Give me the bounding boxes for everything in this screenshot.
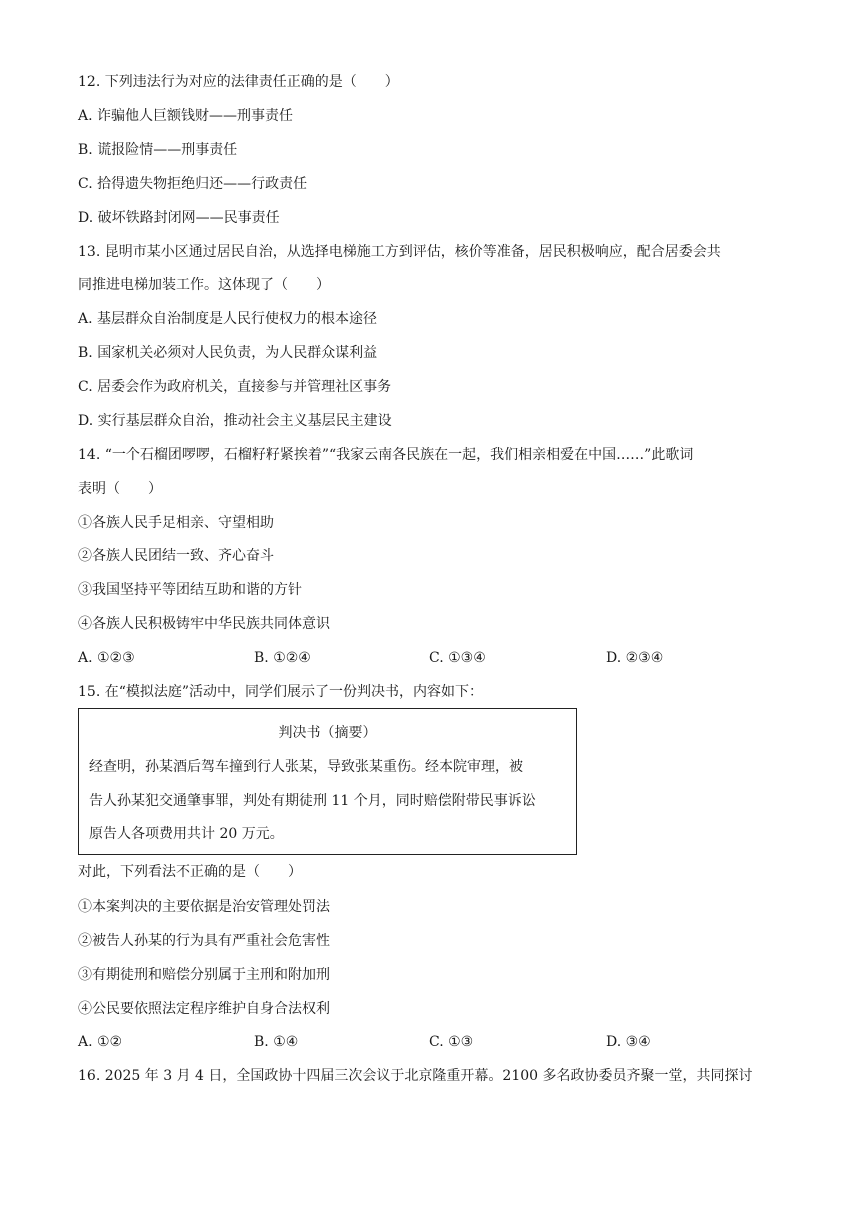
judgment-line-1: 经查明，孙某酒后驾车撞到行人张某，导致张某重伤。经本院审理，被 <box>89 759 523 775</box>
q14-choices <box>78 648 778 668</box>
q12-option-d: D. 破坏铁路封闭网——民事责任 <box>78 210 280 226</box>
q15-choice-a: A. ①② <box>78 1034 123 1050</box>
q14-choice-b: B. ①②④ <box>254 650 311 666</box>
q14-choice-d: D. ②③④ <box>606 650 664 666</box>
q12-option-a: A. 诈骗他人巨额钱财——刑事责任 <box>78 108 294 124</box>
q14-stem-line2: 表明（ ） <box>78 481 162 497</box>
q15-choices <box>78 1032 778 1052</box>
q14-statement-2: ②各族人民团结一致、齐心奋斗 <box>78 548 274 564</box>
q15-statement-2: ②被告人孙某的行为具有严重社会危害性 <box>78 933 330 949</box>
q15-choice-d: D. ③④ <box>606 1034 651 1050</box>
q15-stem: 15. 在“模拟法庭”活动中，同学们展示了一份判决书，内容如下： <box>78 684 484 700</box>
q15-choice-b: B. ①④ <box>254 1034 299 1050</box>
q15-statement-1: ①本案判决的主要依据是治安管理处罚法 <box>78 899 330 915</box>
q15-statement-3: ③有期徒刑和赔偿分别属于主刑和附加刑 <box>78 967 330 983</box>
q12-option-b: B. 谎报险情——刑事责任 <box>78 142 238 158</box>
judgment-line-3: 原告人各项费用共计 20 万元。 <box>89 826 284 842</box>
judgment-excerpt-box <box>78 708 577 855</box>
judgment-line-2: 告人孙某犯交通肇事罪，判处有期徒刑 11 个月，同时赔偿附带民事诉讼 <box>89 793 536 809</box>
q12-option-c: C. 拾得遗失物拒绝归还——行政责任 <box>78 176 308 192</box>
q12-stem: 12. 下列违法行为对应的法律责任正确的是（ ） <box>78 74 399 90</box>
q14-statement-1: ①各族人民手足相亲、守望相助 <box>78 515 274 531</box>
q14-statement-4: ④各族人民积极铸牢中华民族共同体意识 <box>78 616 330 632</box>
q13-option-b: B. 国家机关必须对人民负责，为人民群众谋利益 <box>78 345 378 361</box>
q15-choice-c: C. ①③ <box>429 1034 474 1050</box>
q13-option-d: D. 实行基层群众自治，推动社会主义基层民主建设 <box>78 413 392 429</box>
q14-stem-line1: 14. “一个石榴团啰啰，石榴籽籽紧挨着”“我家云南各民族在一起，我们相亲相爱在中国……”此歌词 <box>78 447 694 463</box>
q13-option-a: A. 基层群众自治制度是人民行使权力的根本途径 <box>78 311 378 327</box>
q15-statement-4: ④公民要依照法定程序维护自身合法权利 <box>78 1001 330 1017</box>
q13-stem-line2: 同推进电梯加装工作。这体现了（ ） <box>78 277 330 293</box>
q14-choice-c: C. ①③④ <box>429 650 486 666</box>
judgment-title: 判决书（摘要） <box>278 725 377 741</box>
q13-option-c: C. 居委会作为政府机关，直接参与并管理社区事务 <box>78 379 392 395</box>
q16-stem-line1: 16. 2025 年 3 月 4 日，全国政协十四届三次会议于北京隆重开幕。2100 多名政协委员齐聚一堂，共同探讨 <box>78 1068 753 1084</box>
q13-stem-line1: 13. 昆明市某小区通过居民自治，从选择电梯施工方到评估，核价等准备，居民积极响应，配合居委会共 <box>78 244 721 260</box>
q14-choice-a: A. ①②③ <box>78 650 135 666</box>
q15-follow-prompt: 对此，下列看法不正确的是（ ） <box>78 864 302 880</box>
q14-statement-3: ③我国坚持平等团结互助和谐的方针 <box>78 582 302 598</box>
